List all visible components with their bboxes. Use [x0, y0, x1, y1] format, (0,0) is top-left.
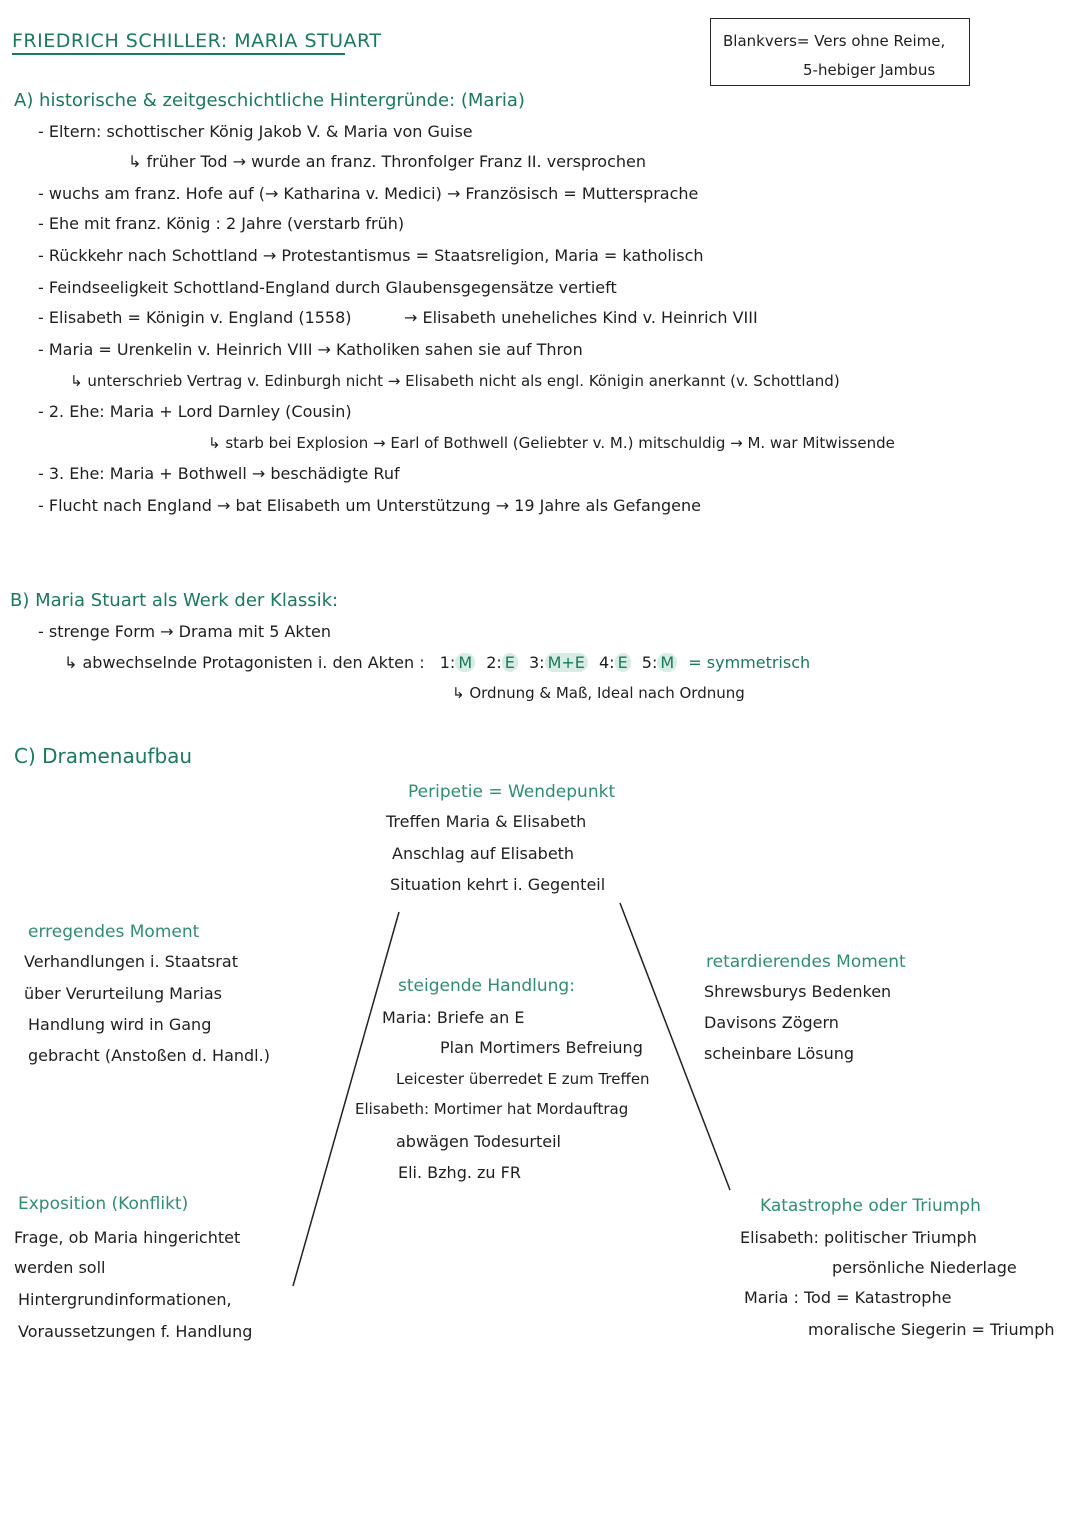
retardierendes-line: scheinbare Lösung	[704, 1044, 855, 1063]
peripetie-line: Anschlag auf Elisabeth	[392, 844, 575, 863]
katastrophe-line: moralische Siegerin = Triumph	[808, 1320, 1055, 1339]
steigende-line: Maria: Briefe an E	[382, 1008, 525, 1027]
act-protagonist: E	[615, 653, 631, 672]
exposition-line: Voraussetzungen f. Handlung	[18, 1322, 253, 1341]
section-a-line: ↳ starb bei Explosion → Earl of Bothwell (Geliebter v. M.) mitschuldig → M. war Mitwissende	[208, 434, 895, 452]
section-a-line: - Eltern: schottischer König Jakob V. & Maria von Guise	[38, 122, 473, 141]
exposition-heading: Exposition (Konflikt)	[18, 1194, 189, 1214]
act-label: 5:	[641, 653, 658, 672]
section-a-line: - Ehe mit franz. König : 2 Jahre (verstarb früh)	[38, 214, 405, 233]
section-c-heading: C) Dramenaufbau	[14, 744, 193, 768]
section-b-heading: B) Maria Stuart als Werk der Klassik:	[10, 590, 339, 611]
retardierendes-heading: retardierendes Moment	[706, 952, 906, 972]
steigende-line: Plan Mortimers Befreiung	[440, 1038, 643, 1057]
section-b-line-3: ↳ Ordnung & Maß, Ideal nach Ordnung	[452, 684, 745, 702]
erregendes-line: über Verurteilung Marias	[24, 984, 222, 1003]
acts-suffix: = symmetrisch	[688, 653, 811, 672]
peripetie-heading: Peripetie = Wendepunkt	[408, 782, 616, 802]
steigende-line: Eli. Bzhg. zu FR	[398, 1163, 521, 1182]
section-a-line: ↳ früher Tod → wurde an franz. Thronfolger Franz II. versprochen	[128, 152, 647, 171]
act-label: 4:	[599, 653, 615, 672]
section-a-line: - Flucht nach England → bat Elisabeth um Unterstützung → 19 Jahre als Gefangene	[38, 496, 701, 515]
rising-line	[293, 912, 399, 1286]
section-a-line: - Rückkehr nach Schottland → Protestantismus = Staatsreligion, Maria = katholisch	[38, 246, 704, 265]
peripetie-line: Situation kehrt i. Gegenteil	[390, 875, 606, 894]
page-title: FRIEDRICH SCHILLER: MARIA STUART	[12, 30, 382, 52]
peripetie-line: Treffen Maria & Elisabeth	[386, 812, 587, 831]
section-a-line: - 2. Ehe: Maria + Lord Darnley (Cousin)	[38, 402, 352, 421]
act-label: 1:	[439, 653, 456, 672]
box-line-2: 5-hebiger Jambus	[803, 61, 936, 79]
katastrophe-line: Maria : Tod = Katastrophe	[744, 1288, 952, 1307]
section-a-line: ↳ unterschrieb Vertrag v. Edinburgh nicht → Elisabeth nicht als engl. Königin anerkannt (v. Schottland)	[70, 372, 840, 390]
erregendes-line: Verhandlungen i. Staatsrat	[24, 952, 238, 971]
katastrophe-line: persönliche Niederlage	[832, 1258, 1017, 1277]
act-protagonist: M	[455, 653, 475, 672]
steigende-heading: steigende Handlung:	[398, 976, 575, 996]
exposition-line: Frage, ob Maria hingerichtet	[14, 1228, 241, 1247]
act-protagonist: M	[657, 653, 677, 672]
steigende-line: Leicester überredet E zum Treffen	[396, 1070, 650, 1088]
katastrophe-heading: Katastrophe oder Triumph	[760, 1196, 981, 1216]
retardierendes-line: Shrewsburys Bedenken	[704, 982, 892, 1001]
section-a-heading: A) historische & zeitgeschichtliche Hintergründe: (Maria)	[14, 90, 525, 111]
act-label: 3:	[529, 653, 545, 672]
section-a-line: - Elisabeth = Königin v. England (1558)	[38, 308, 352, 327]
erregendes-line: gebracht (Anstoßen d. Handl.)	[28, 1046, 270, 1065]
section-a-line: - 3. Ehe: Maria + Bothwell → beschädigte Ruf	[38, 464, 400, 483]
box-line-1: Blankvers= Vers ohne Reime,	[723, 32, 946, 50]
erregendes-line: Handlung wird in Gang	[28, 1015, 212, 1034]
steigende-line: Elisabeth: Mortimer hat Mordauftrag	[355, 1100, 629, 1118]
section-a-line: - Maria = Urenkelin v. Heinrich VIII → Katholiken sahen sie auf Thron	[38, 340, 583, 359]
exposition-line: werden soll	[14, 1258, 106, 1277]
section-a-line: - wuchs am franz. Hofe auf (→ Katharina v. Medici) → Französisch = Muttersprache	[38, 184, 699, 203]
act-protagonist: M+E	[545, 653, 588, 672]
section-a-line: - Feindseeligkeit Schottland-England durch Glaubensgegensätze vertieft	[38, 278, 617, 297]
katastrophe-line: Elisabeth: politischer Triumph	[740, 1228, 977, 1247]
retardierendes-line: Davisons Zögern	[704, 1013, 839, 1032]
erregendes-heading: erregendes Moment	[28, 922, 200, 942]
acts-prefix: ↳ abwechselnde Protagonisten i. den Akten :	[64, 653, 425, 672]
steigende-line: abwägen Todesurteil	[396, 1132, 561, 1151]
act-label: 2:	[486, 653, 502, 672]
section-b-line-1: - strenge Form → Drama mit 5 Akten	[38, 622, 331, 641]
exposition-line: Hintergrundinformationen,	[18, 1290, 232, 1309]
section-a-line: → Elisabeth uneheliches Kind v. Heinrich VIII	[404, 308, 758, 327]
act-protagonist: E	[502, 653, 518, 672]
